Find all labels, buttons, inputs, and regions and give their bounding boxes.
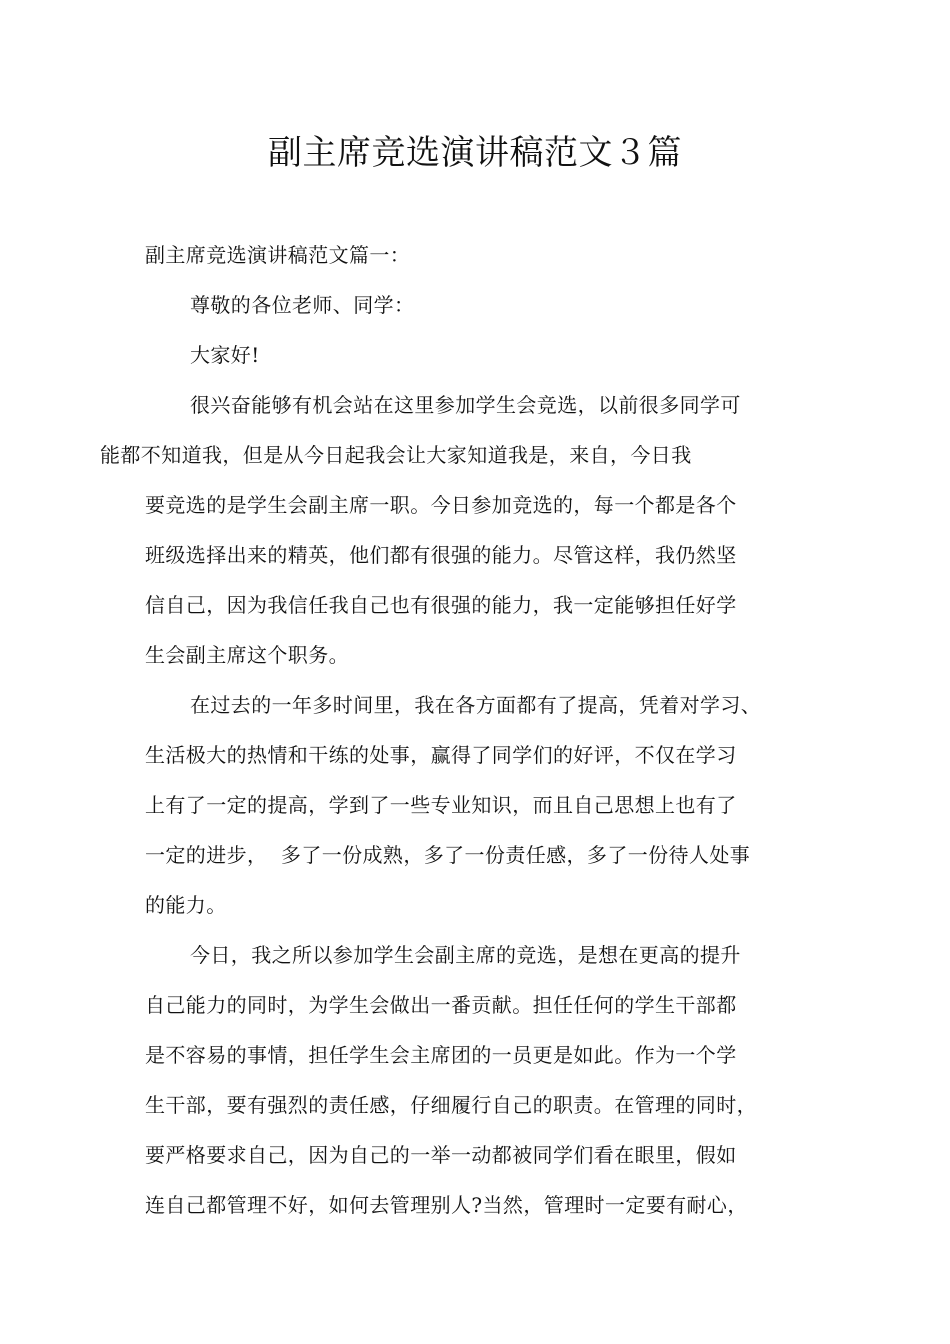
- paragraph-line: 是不容易的事情，担任学生会主席团的一员更是如此。作为一个学: [145, 1043, 737, 1067]
- paragraph-2: [145, 680, 813, 930]
- paragraph-line: 很兴奋能够有机会站在这里参加学生会竞选，以前很多同学可: [190, 393, 741, 417]
- paragraph-line: 能都不知道我，但是从今日起我会让大家知道我是，来自，今日我: [100, 443, 692, 467]
- paragraph-line: 生干部，要有强烈的责任感，仔细履行自己的职责。在管理的同时，: [145, 1093, 757, 1117]
- paragraph-line: 今日，我之所以参加学生会副主席的竞选，是想在更高的提升: [190, 943, 741, 967]
- paragraph-line: 的能力。: [145, 893, 227, 917]
- paragraph-line: 连自己都管理不好，如何去管理别人?当然，管理时一定要有耐心，: [145, 1193, 748, 1217]
- paragraph-line: 在过去的一年多时间里，我在各方面都有了提高，凭着对学习、: [190, 693, 762, 717]
- paragraph-line: 班级选择出来的精英，他们都有很强的能力。尽管这样，我仍然坚: [145, 543, 737, 567]
- paragraph-line: 信自己，因为我信任我自己也有很强的能力，我一定能够担任好学: [145, 593, 737, 617]
- paragraph-line: 要竞选的是学生会副主席一职。今日参加竞选的，每一个都是各个: [145, 493, 737, 517]
- paragraph-line: 一定的进步， 多了一份成熟，多了一份责任感，多了一份待人处事: [145, 843, 751, 867]
- paragraph-line: 自己能力的同时，为学生会做出一番贡献。担任任何的学生干部都: [145, 993, 737, 1017]
- document-body: [100, 230, 813, 1230]
- document-title: 副主席竞选演讲稿范文３篇: [268, 133, 682, 173]
- paragraph-line: 上有了一定的提高，学到了一些专业知识，而且自己思想上也有了: [145, 793, 737, 817]
- paragraph-3: [145, 930, 813, 1230]
- paragraph-line: 生会副主席这个职务。: [145, 643, 349, 667]
- salutation: 尊敬的各位老师、同学：: [190, 293, 415, 317]
- paragraph-line: 要严格要求自己，因为自己的一举一动都被同学们看在眼里，假如: [145, 1143, 737, 1167]
- paragraph-line: 生活极大的热情和干练的处事，赢得了同学们的好评，不仅在学习: [145, 743, 737, 767]
- paragraph-1: [100, 380, 813, 680]
- greeting: 大家好!: [190, 343, 260, 367]
- section-heading: 副主席竞选演讲稿范文篇一：: [145, 243, 411, 267]
